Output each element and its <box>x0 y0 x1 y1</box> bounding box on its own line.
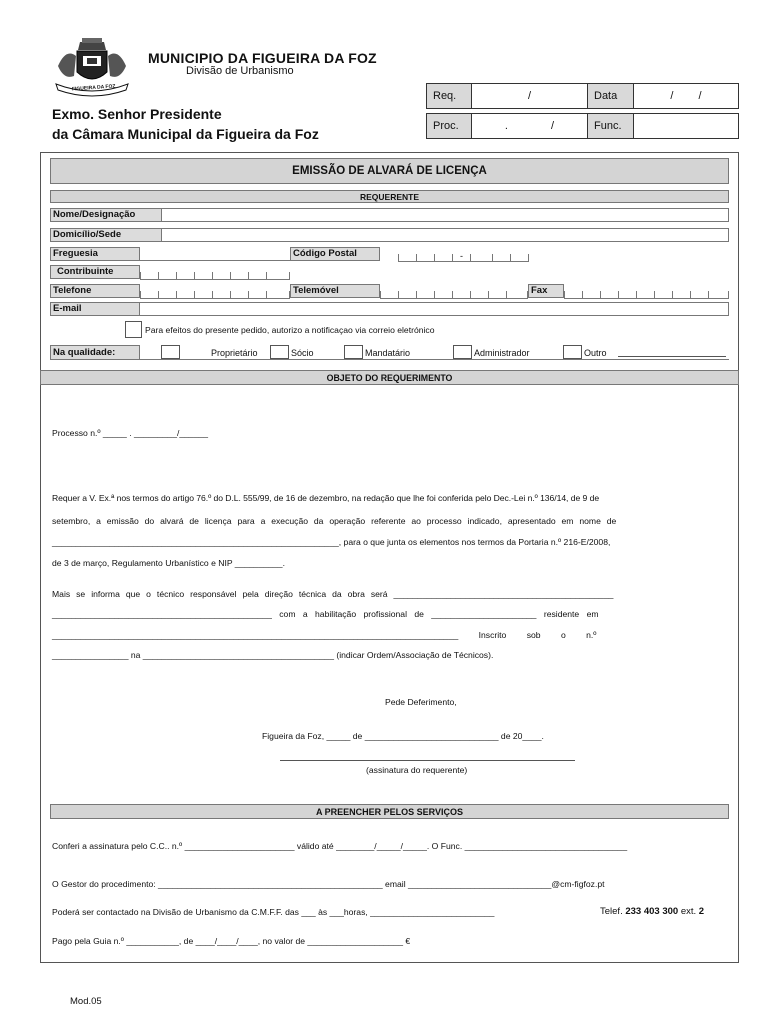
domicilio-label: Domicílio/Sede <box>50 228 162 242</box>
addressee-line1: Exmo. Senhor Presidente <box>52 106 222 122</box>
autorizo-text: Para efeitos do presente pedido, autorizo a notificaçao via correio eletrónico <box>145 325 435 335</box>
option-administrador-label: Administrador <box>474 348 530 358</box>
municipality-name: MUNICIPIO DA FIGUEIRA DA FOZ <box>148 50 377 66</box>
tecnico-line-1[interactable]: Mais se informa que o técnico responsável pela direção técnica da obra será ______________________________________________ <box>52 589 614 599</box>
option-outro-label: Outro <box>584 348 607 358</box>
telefone-label: Telefone <box>50 284 140 298</box>
tel-ext-label: ext. <box>680 906 697 917</box>
municipality-logo <box>50 36 134 98</box>
servicos-line-contacto[interactable]: Poderá ser contactado na Divisão de Urbanismo da C.M.F.F. das ___ às ___horas, __________________________ <box>52 907 495 917</box>
section-requerente: REQUERENTE <box>50 190 729 203</box>
signature-caption: (assinatura do requerente) <box>366 765 468 775</box>
domicilio-field[interactable] <box>162 228 729 242</box>
option-outro-checkbox[interactable] <box>563 345 582 359</box>
tecnico-line-3[interactable]: _____________________________________________________________________________________ Inscrito sob o n.º <box>52 630 597 640</box>
option-socio-label: Sócio <box>291 348 314 358</box>
division-name: Divisão de Urbanismo <box>186 65 294 77</box>
freguesia-field[interactable] <box>140 247 290 261</box>
servicos-line-cc[interactable]: Conferi a assinatura pelo C.C.. n.º _______________________ válido até ________/_____/_____. O Func. __________________________________ <box>52 841 628 851</box>
contribuinte-field[interactable] <box>140 271 290 280</box>
req-label: Req. <box>427 84 472 108</box>
option-mandatario-label: Mandatário <box>365 348 411 358</box>
data-label: Data <box>588 84 634 108</box>
servicos-telefone <box>600 906 704 917</box>
codigo-postal-label: Código Postal <box>290 247 380 261</box>
telemovel-label: Telemóvel <box>290 284 380 298</box>
section-objeto: OBJETO DO REQUERIMENTO <box>40 370 739 385</box>
fax-label: Fax <box>528 284 564 298</box>
qualidade-label: Na qualidade: <box>50 345 140 360</box>
option-administrador-checkbox[interactable] <box>453 345 472 359</box>
nome-field[interactable] <box>162 208 729 222</box>
option-socio-checkbox[interactable] <box>270 345 289 359</box>
tecnico-line-4[interactable]: ________________ na ________________________________________ (indicar Ordem/Associação de Técnicos). <box>52 650 494 660</box>
addressee-line2: da Câmara Municipal da Figueira da Foz <box>52 126 319 142</box>
req-data-box <box>426 83 739 109</box>
servicos-line-gestor[interactable]: O Gestor do procedimento: _______________________________________________ email ______________________________@cm-figfoz.pt <box>52 879 605 889</box>
requer-line-4[interactable]: de 3 de março, Regulamento Urbanístico e NIP __________. <box>52 558 285 568</box>
nome-label: Nome/Designação <box>50 208 162 222</box>
option-mandatario-checkbox[interactable] <box>344 345 363 359</box>
servicos-line-guia[interactable]: Pago pela Guia n.º ___________, de ____/____/____, no valor de ____________________ € <box>52 936 411 946</box>
requer-line-2: setembro, a emissão do alvará de licença para a execução da operação referente ao processo indicado, apresentado em nome de <box>52 516 617 526</box>
option-proprietario-label: Proprietário <box>211 348 258 358</box>
contribuinte-label: Contribuinte <box>50 265 140 279</box>
freguesia-label: Freguesia <box>50 247 140 261</box>
proc-label: Proc. <box>427 114 472 138</box>
tel-ext-number: 2 <box>698 906 705 917</box>
signature-line[interactable] <box>280 760 575 761</box>
requer-line-3[interactable]: ____________________________________________________________, para o que junta os elementos nos termos da Portaria n.º 216-E/2008, <box>52 537 611 547</box>
func-field[interactable] <box>634 114 738 138</box>
func-label: Func. <box>588 114 634 138</box>
data-field[interactable]: / / <box>670 90 702 102</box>
codigo-postal-field[interactable]: - <box>398 253 529 262</box>
fax-field[interactable] <box>564 290 729 299</box>
tel-label: Telef. <box>600 906 623 917</box>
section-servicos: A PREENCHER PELOS SERVIÇOS <box>50 804 729 819</box>
logo-ribbon-text: FIGUEIRA DA FOZ <box>71 83 116 93</box>
email-field[interactable] <box>140 302 729 316</box>
proc-func-box <box>426 113 739 139</box>
local-data-line[interactable]: Figueira da Foz, _____ de ____________________________ de 20____. <box>262 731 544 741</box>
pede-deferimento: Pede Deferimento, <box>385 697 457 707</box>
autorizo-checkbox[interactable] <box>125 321 142 338</box>
requer-line-1: Requer a V. Ex.ª nos termos do artigo 76.º do D.L. 555/99, de 16 de dezembro, na redação que lhe foi conferida pelo Dec.-Lei n.º 136/14, de 9 de <box>52 493 600 503</box>
tecnico-line-2[interactable]: ______________________________________________ com a habilitação profissional de ______________________ residente em <box>52 609 599 619</box>
telemovel-field[interactable] <box>380 290 528 299</box>
tel-number: 233 403 300 <box>625 906 679 917</box>
option-outro-line[interactable] <box>618 356 726 357</box>
telefone-field[interactable] <box>140 290 290 299</box>
form-title: EMISSÃO DE ALVARÁ DE LICENÇA <box>50 158 729 184</box>
model-number: Mod.05 <box>70 996 102 1007</box>
proc-field[interactable]: . / <box>472 114 588 138</box>
req-field[interactable]: / <box>472 84 588 108</box>
processo-line[interactable]: Processo n.º _____ . _________/______ <box>52 428 209 438</box>
email-label: E-mail <box>50 302 140 316</box>
option-proprietario-checkbox[interactable] <box>161 345 180 359</box>
